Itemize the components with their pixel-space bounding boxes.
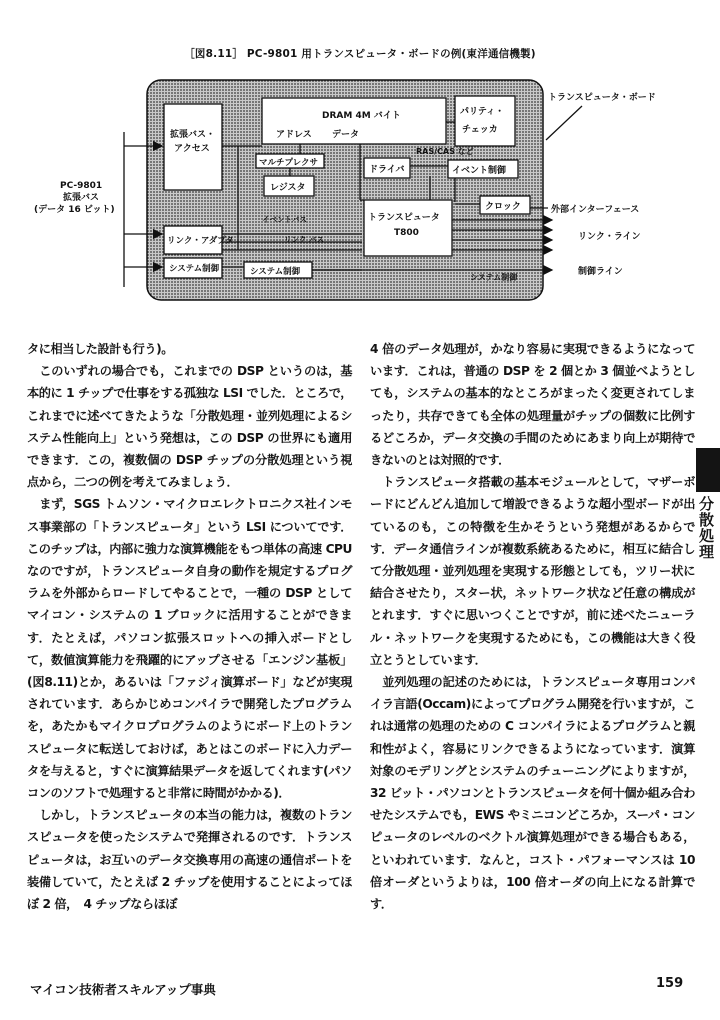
clock-label: クロック xyxy=(485,202,521,212)
right-paragraph-2: トランスピュータ搭載の基本モジュールとして，マザーボードにどんどん追加して増設できるような超小型ボードが出ているのも，この特徴を生かそうという発想があるからです．データ通信ラインが複数系統あるために，相互に結合して分散処理・並列処理を実現する形態としても，ツリー状に結合させたり，スター状，ネットワーク状など任意の構成がとれます．すぐに思いつくことですが，前に述べたニューラル・ネットワークを実現するためにも，この機能は大きく役立とうとしています． xyxy=(370,475,695,667)
dram-label: DRAM 4M バイト xyxy=(322,111,401,121)
chapter-tab-label: 分散処理 xyxy=(697,496,715,560)
chapter-tab-marker xyxy=(696,448,720,492)
link-line-label: リンク・ライン xyxy=(578,232,641,242)
data-label: データ xyxy=(332,130,360,140)
link-adapter-label: リンク・アダプタ xyxy=(167,236,234,246)
pc9801-label-1: PC-9801 xyxy=(60,181,103,191)
left-paragraph-1: タに相当した設計も行う)。 xyxy=(27,342,173,356)
parity-label-1: パリティ・ xyxy=(460,107,505,117)
link-bus-label: リンク バス xyxy=(284,235,324,244)
transputer-label-2: T800 xyxy=(394,228,419,238)
event-control-label: イベント制御 xyxy=(452,166,507,176)
left-column xyxy=(27,338,352,915)
left-paragraph-2: このいずれの場合でも，これまでの DSP というのは，基本的に 1 チップで仕事をする孤独な LSI でした．ところで，これまでに述べてきたような「分散処理・並列処理によるシステム性能向上」という発想は，この DSP の世界にも適用できます．この，複数個の DSP チップの分散処理という視点から，二つの例を考えてみましょう． xyxy=(27,364,352,490)
board-label: トランスピュータ・ボード xyxy=(548,93,656,103)
system-control-left-label: システム制御 xyxy=(169,264,220,274)
event-bus-label: イベントバス xyxy=(262,215,307,224)
parity-checker-block xyxy=(455,96,515,146)
book-title: マイコン技術者スキルアップ事典 xyxy=(30,982,216,997)
transputer-label-1: トランスピュータ xyxy=(368,213,440,223)
register-label: レジスタ xyxy=(270,183,306,193)
bus-access-label-1: 拡張バス・ xyxy=(170,130,216,140)
transputer-board-diagram xyxy=(0,62,720,312)
figure-caption: ［図8.11］ PC-9801 用トランスピュータ・ボードの例(東洋通信機製) xyxy=(184,48,536,60)
pc9801-label-3: (データ 16 ビット) xyxy=(34,205,115,215)
pc9801-label-2: 拡張バス xyxy=(63,193,100,203)
left-paragraph-3: まず，SGS トムソン・マイクロエレクトロニクス社インモス事業部の「トランスピュータ」という LSI についてです．このチップは，内部に強力な演算機能をもつ単体の高速 CPU なのですが，トランスピュータ自身の動作を規定するプログラムを外部からロードしてやることで，一種の DSP としてマイコン・システムの 1 ブロックに活用することができます．たとえば，パソコン拡張スロットへの挿入ボードとして，数値演算能力を飛躍的にアップさせる「エンジン基板」(図8.11)とか，あるいは「ファジィ演算ボード」などが実現されています．あらかじめコンパイラで開発したプログラムを，あたかもマイクロプログラムのようにボード上のトランスピュータに転送しておけば，あとはこのボードに入力データを与えると，すぐに演算結果データを返してくれます(パソコンのソフトで処理すると非常に時間がかかる)． xyxy=(27,497,352,801)
page-number: 159 xyxy=(656,976,684,991)
address-label: アドレス xyxy=(276,130,312,140)
multiplexer-label: マルチプレクサ xyxy=(259,158,318,168)
control-line-label: 制御ライン xyxy=(578,267,623,277)
system-control-center-label: システム制御 xyxy=(250,267,301,277)
right-paragraph-3: 並列処理の記述のためには，トランスピュータ専用コンパイラ言語(Occam)によってプログラム開発を行いますが，これは通常の処理のための C コンパイラによるプログラムと親和性がよく，容易にリンクできるようになっています．演算対象のモデリングとシステムのチューニングによりますが，32 ビット・パソコンとトランスピュータを何十個か組み合わせたシステムでも，EWS やミニコンどころか，スーパ・コンピュータのレベルのベクトル演算処理ができる場合もある，といわれています．なんと，コスト・パフォーマンスは 10 倍オーダというよりは，100 倍オーダの向上になる計算です． xyxy=(370,675,695,912)
ras-cas-label: RAS/CAS など xyxy=(416,147,474,156)
left-paragraph-4: しかし，トランスピュータの本当の能力は，複数のトランスピュータを使ったシステムで発揮されるのです．トランスピュータは，お互いのデータ交換専用の高速の通信ポートを装備していて，たとえば 2 チップを使用することによってほぼ 2 倍， 4 チップならほぼ xyxy=(27,808,352,912)
driver-label: ドライバ xyxy=(369,165,405,175)
bus-access-label-2: アクセス xyxy=(174,144,210,154)
right-column xyxy=(370,338,695,915)
system-bus-label: システム制御 xyxy=(470,273,518,282)
parity-label-2: チェッカ xyxy=(462,125,498,135)
right-paragraph-1: 4 倍のデータ処理が，かなり容易に実現できるようになっています．これは，普通の DSP を 2 個とか 3 個並べようとしても，システムの基本的なところがまったく変更されてしまったり，共存できても全体の処理量がチップの個数に比例するどころか，データ交換の手間のためにあまり向上が期待できないのとは対照的です． xyxy=(370,342,695,468)
external-interface-label: 外部インターフェース xyxy=(551,205,640,215)
